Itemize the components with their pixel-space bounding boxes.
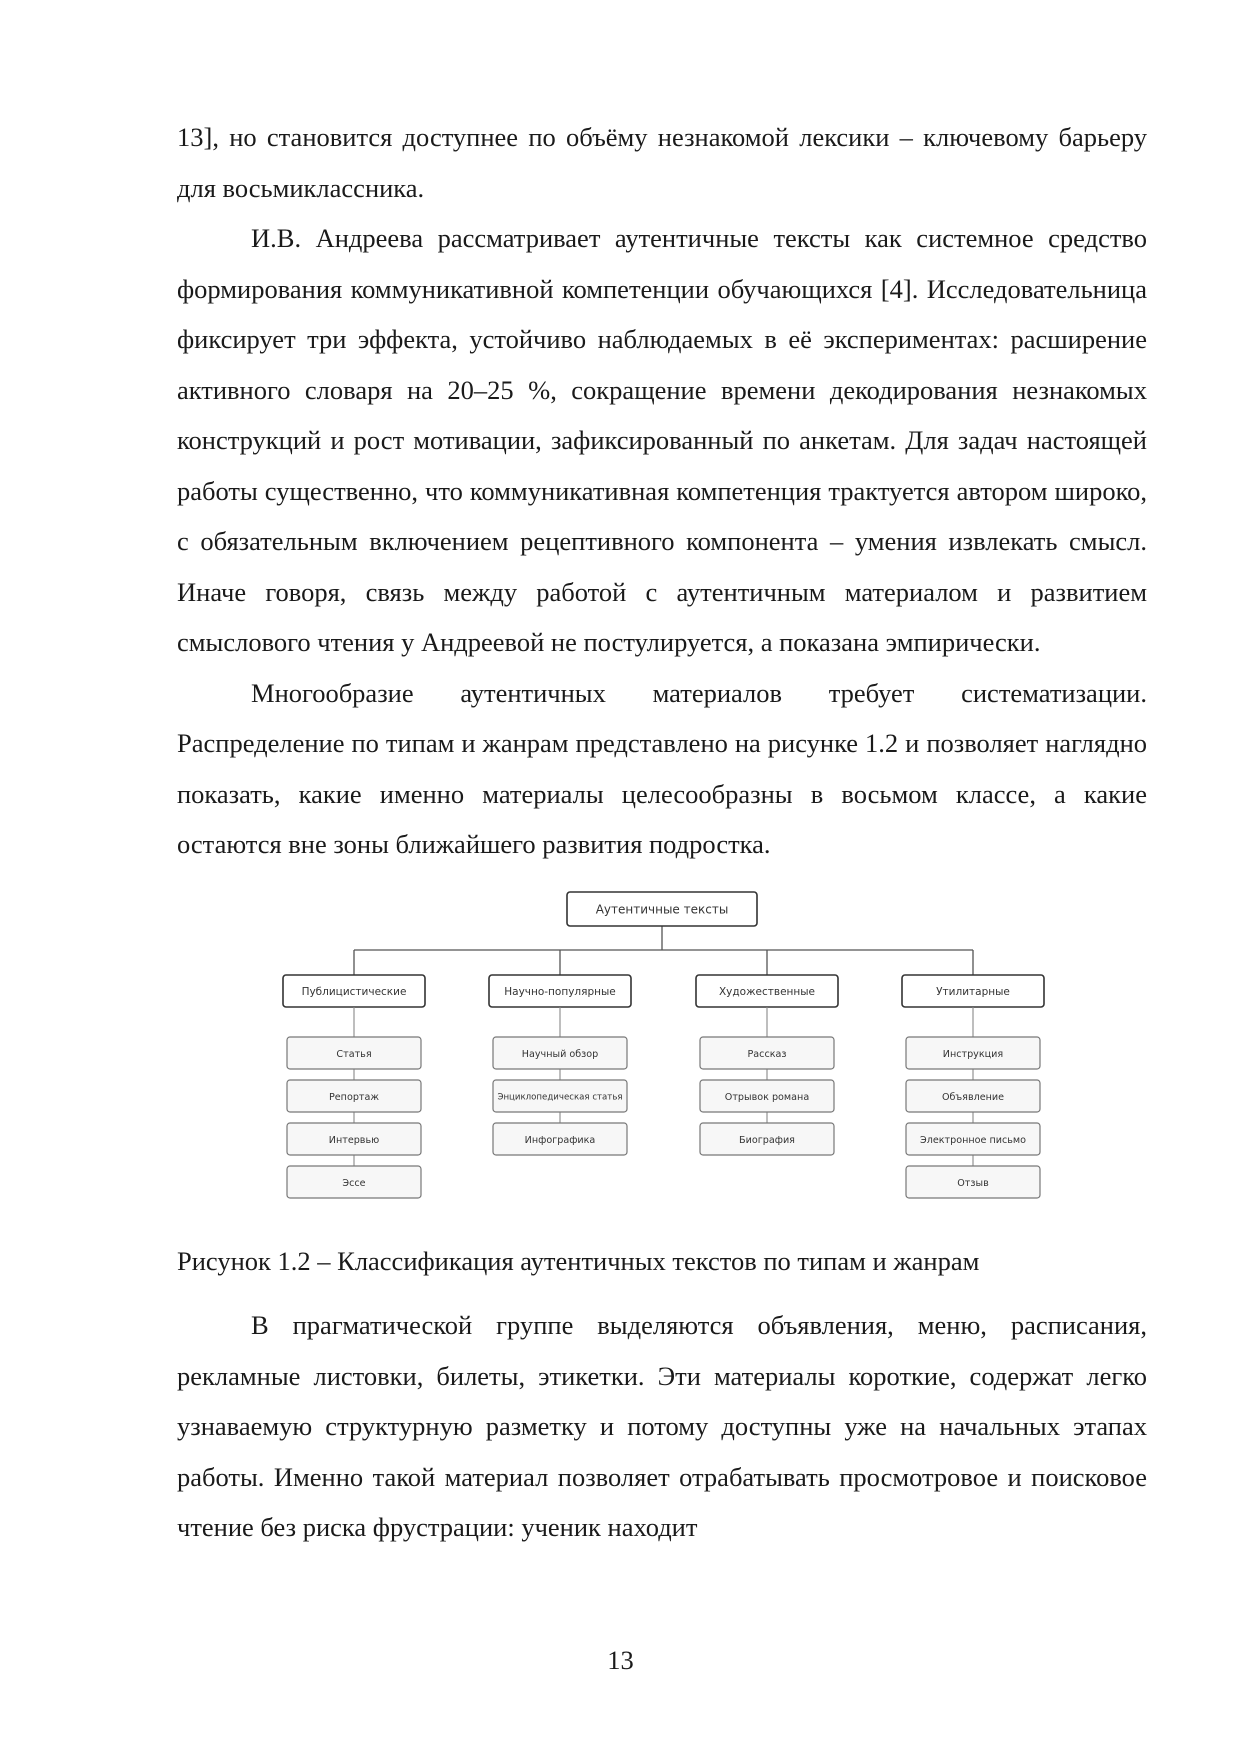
diagram-svg xyxy=(177,882,1147,1222)
item-node-label: Электронное письмо xyxy=(920,1134,1026,1146)
paragraph-4: В прагматической группе выделяются объявления, меню, расписания, рекламные листовки, билеты, этикетки. Эти материалы короткие, содержат легко узнаваемую структурную разметку и потому доступны уже на начальных этапах работы. Именно такой материал позволяет отрабатывать просмотровое и поисковое чтение без риска фрустрации: ученик находит xyxy=(177,1310,1147,1542)
item-node-label: Отрывок романа xyxy=(724,1091,810,1103)
category-node-label: Публицистические xyxy=(301,985,407,998)
paragraph-3: Многообразие аутентичных материалов требует систематизации. Распределение по типам и жанрам представлено на рисунке 1.2 и позволяет наглядно показать, какие именно материалы целесообразны в восьмом классе, а какие остаются вне зоны ближайшего развития подростка. xyxy=(177,677,1147,859)
item-node-label: Рассказ xyxy=(747,1048,787,1060)
item-node-label: Статья xyxy=(336,1048,372,1060)
item-node-label: Интервью xyxy=(328,1134,380,1146)
item-node-label: Научный обзор xyxy=(521,1048,599,1060)
item-node-label: Отзыв xyxy=(957,1177,989,1189)
item-node-label: Эссе xyxy=(342,1177,366,1189)
item-node-label: Энциклопедическая статья xyxy=(497,1092,623,1102)
paragraph-2: И.В. Андреева рассматривает аутентичные тексты как системное средство формирования коммуникативной компетенции обучающихся [4]. Исследовательница фиксирует три эффекта, устойчиво наблюдаемых в её экспериментах: расширение активного словаря на 20–25 %, сокращение времени декодирования незнакомых конструкций и рост мотивации, зафиксированный по анкетам. Для задач настоящей работы существенно, что коммуникативная компетенция трактуется автором широко, с обязательным включением рецептивного компонента – умения извлекать смысл. Иначе говоря, связь между работой с аутентичным материалом и развитием смыслового чтения у Андреевой не постулируется, а показана эмпирически. xyxy=(177,223,1147,657)
item-node-label: Репортаж xyxy=(328,1091,380,1103)
item-node-label: Объявление xyxy=(941,1091,1005,1103)
figure-caption: Рисунок 1.2 – Классификация аутентичных текстов по типам и жанрам xyxy=(177,1245,980,1276)
category-node-label: Утилитарные xyxy=(936,985,1010,998)
category-node-label: Художественные xyxy=(718,985,816,998)
classification-diagram xyxy=(177,882,1147,1222)
category-node-label: Научно-популярные xyxy=(504,985,616,998)
page-number: 13 xyxy=(607,1645,634,1675)
paragraph-1: 13], но становится доступнее по объёму незнакомой лексики – ключевому барьеру для восьмиклассника. xyxy=(177,122,1147,203)
item-node-label: Инфографика xyxy=(524,1134,596,1146)
page-content xyxy=(177,112,1147,1553)
item-node-label: Биография xyxy=(739,1134,795,1146)
item-node-label: Инструкция xyxy=(942,1048,1004,1060)
root-node-label: Аутентичные тексты xyxy=(595,902,729,916)
